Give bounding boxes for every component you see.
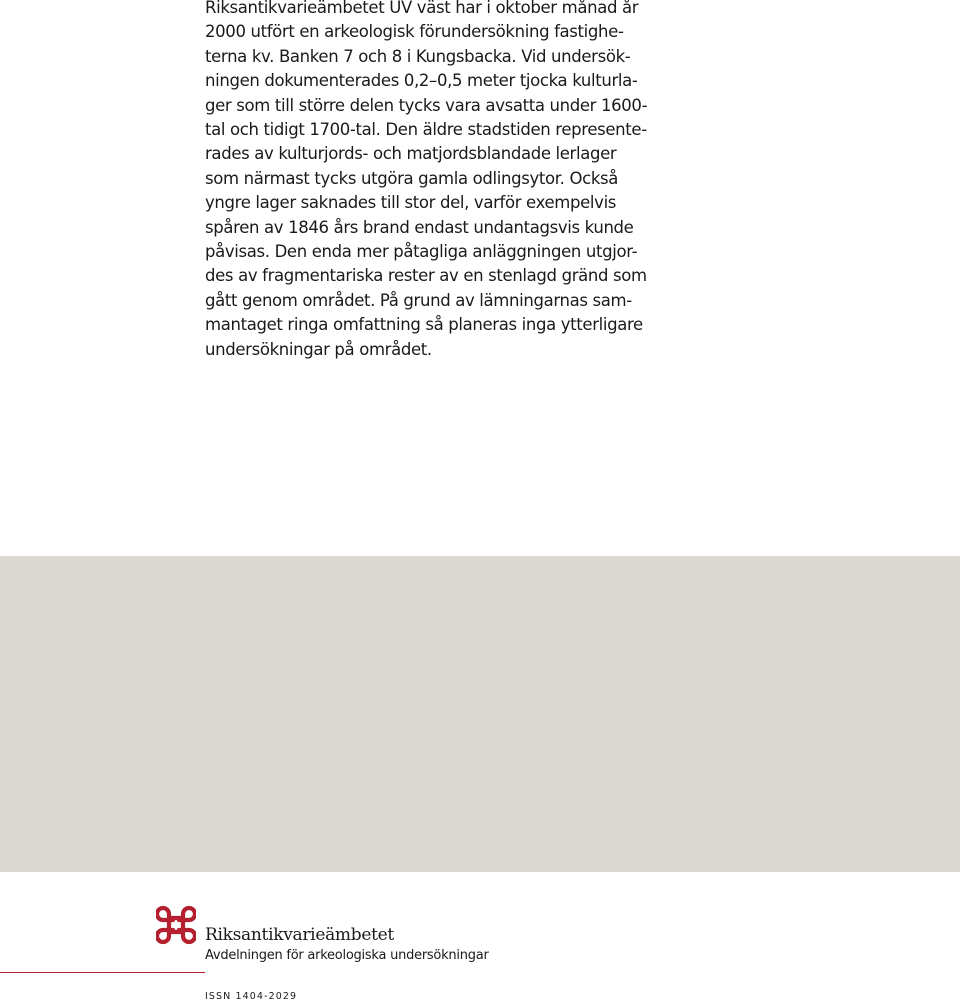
body-text-line: som närmast tycks utgöra gamla odlingsytor. Också: [205, 168, 619, 188]
body-text-line: tal och tidigt 1700-tal. Den äldre stadstiden represente-: [205, 120, 647, 140]
divider-rule: [0, 972, 205, 973]
department-name: Avdelningen för arkeologiska undersökningar: [205, 948, 489, 963]
gray-band: [0, 556, 960, 872]
body-text-line: yngre lager saknades till stor del, varför exempelvis: [205, 193, 617, 213]
body-text-line: terna kv. Banken 7 och 8 i Kungsbacka. Vid undersök-: [205, 46, 631, 66]
body-text-line: påvisas. Den enda mer påtagliga anläggningen utgjor-: [205, 242, 638, 262]
body-text-line: ger som till större delen tycks vara avsatta under 1600-: [205, 95, 648, 115]
body-text-line: Riksantikvarieämbetet UV väst har i oktober månad år: [205, 0, 639, 17]
body-text-line: gått genom området. På grund av lämningarnas sam-: [205, 290, 632, 310]
riksantikvarieambetet-logo-icon: [156, 905, 196, 945]
body-text-line: ningen dokumenterades 0,2–0,5 meter tjocka kulturla-: [205, 71, 638, 91]
body-text-line: spåren av 1846 års brand endast undantagsvis kunde: [205, 217, 634, 237]
body-text-line: rades av kulturjords- och matjordsblandade lerlager: [205, 144, 617, 164]
body-text-line: des av fragmentariska rester av en stenlagd gränd som: [205, 266, 647, 286]
body-paragraph: [205, 0, 648, 362]
body-text-line: 2000 utfört en arkeologisk förundersökning fastighe-: [205, 22, 624, 42]
body-text-line: undersökningar på området.: [205, 339, 432, 359]
body-text-line: mantaget ringa omfattning så planeras inga ytterligare: [205, 315, 643, 335]
issn-number: ISSN 1404-2029: [205, 991, 298, 1002]
organization-name: Riksantikvarieämbetet: [205, 925, 394, 945]
